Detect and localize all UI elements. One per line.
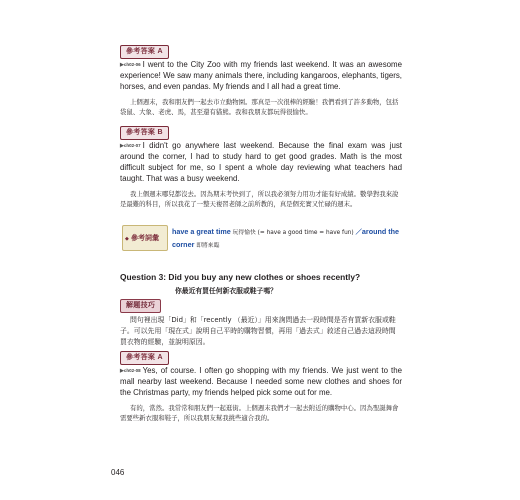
- answer-b-badge: 參考答案 B: [120, 126, 169, 140]
- play-triangle-icon: ▶: [120, 368, 124, 374]
- vocab-separator: ／: [355, 229, 362, 236]
- track-tag[interactable]: [120, 366, 141, 377]
- vocab-term-1: have a great time: [172, 227, 231, 236]
- play-triangle-icon: ▶: [120, 143, 124, 149]
- speech-icon: ◆: [125, 236, 129, 242]
- tips-badge: 解題技巧: [120, 299, 161, 313]
- vocab-box: [120, 223, 402, 251]
- vocab-badge-label: 參考詞彙: [131, 234, 159, 242]
- vocab-badge: [122, 225, 168, 251]
- vocab-gloss-1: 玩得愉快 (= have a good time = have fun): [230, 230, 356, 236]
- answer-a-badge: 參考答案 A: [120, 45, 169, 59]
- answer-b-english-paragraph: [120, 141, 402, 185]
- track-number: ch02-06: [123, 62, 141, 67]
- answer-a2-english: Yes, of course. I often go shopping with my friends. We just went to the mall nearby last weekend. Because I needed some new clothes and shoes for the Christmas party, my friends helped pick some out for me.: [120, 366, 402, 397]
- answer-a-chinese: 上個週末，我和朋友們一起去市立動物園。那真是一次很棒的經驗！我們看到了許多動物，包括袋鼠、大象、老虎、馬，甚至還有貓熊。我和我朋友都玩得很愉快。: [120, 97, 399, 117]
- vocab-gloss-2: 即將來臨: [194, 243, 220, 249]
- answer-a2-chinese: 有的，當然。我常常和朋友們一起逛街。上個週末我們才一起去附近的購物中心。因為聖誕舞會需要些新衣服和鞋子，所以我朋友幫我挑些適合我的。: [120, 403, 399, 423]
- answer-a2-badge: 參考答案 A: [120, 351, 169, 365]
- answer-a2-english-paragraph: [120, 366, 402, 399]
- answer-a2-block: [120, 366, 402, 424]
- answer-b-block: [120, 141, 402, 209]
- answer-b-chinese: 我上個週末哪兒都沒去。因為期末考快到了，所以我必須努力用功才能有好成績。數學對我來說是最難的科目，所以我花了一整天複習老師之前所教的，真是個充實又忙碌的週末。: [120, 189, 399, 209]
- tips-text: 問句裡出現「Did」和「recently （最近）」用來詢問過去一段時間是否有買新衣服或鞋子。可以先用「現在式」說明自己平時的購物習慣，再用「過去式」敘述自己過去這段時間買衣物的經驗，並說明原因。: [120, 316, 396, 346]
- answer-b-english: I didn't go anywhere last weekend. Because the final exam was just around the corner, I had to study hard to get good grades. Math is the most difficult subject for me, so I spent a whole day reviewing what teachers had taught. That was a busy weekend.: [120, 141, 402, 183]
- track-tag[interactable]: [120, 141, 141, 152]
- answer-a-english: I went to the City Zoo with my friends last weekend. It was an awesome experience! We saw many animals there, including kangaroos, elephants, tigers, horses, and even pandas. My friends and I all had a great time.: [120, 60, 402, 91]
- question-3-title: Question 3: Did you buy any new clothes or shoes recently?: [120, 272, 361, 282]
- vocab-term-2: around the corner: [172, 227, 400, 249]
- track-number: ch02-07: [123, 143, 141, 148]
- track-tag[interactable]: [120, 60, 141, 71]
- answer-a-block: [120, 60, 402, 118]
- vocab-text: [172, 226, 402, 252]
- page-number: 046: [111, 468, 125, 477]
- answer-a-english-paragraph: [120, 60, 402, 93]
- track-number: ch02-08: [123, 368, 141, 373]
- play-triangle-icon: ▶: [120, 62, 124, 68]
- question-3-chinese: 你最近有買任何新衣服或鞋子嗎？: [175, 287, 277, 295]
- tips-block: [120, 315, 402, 348]
